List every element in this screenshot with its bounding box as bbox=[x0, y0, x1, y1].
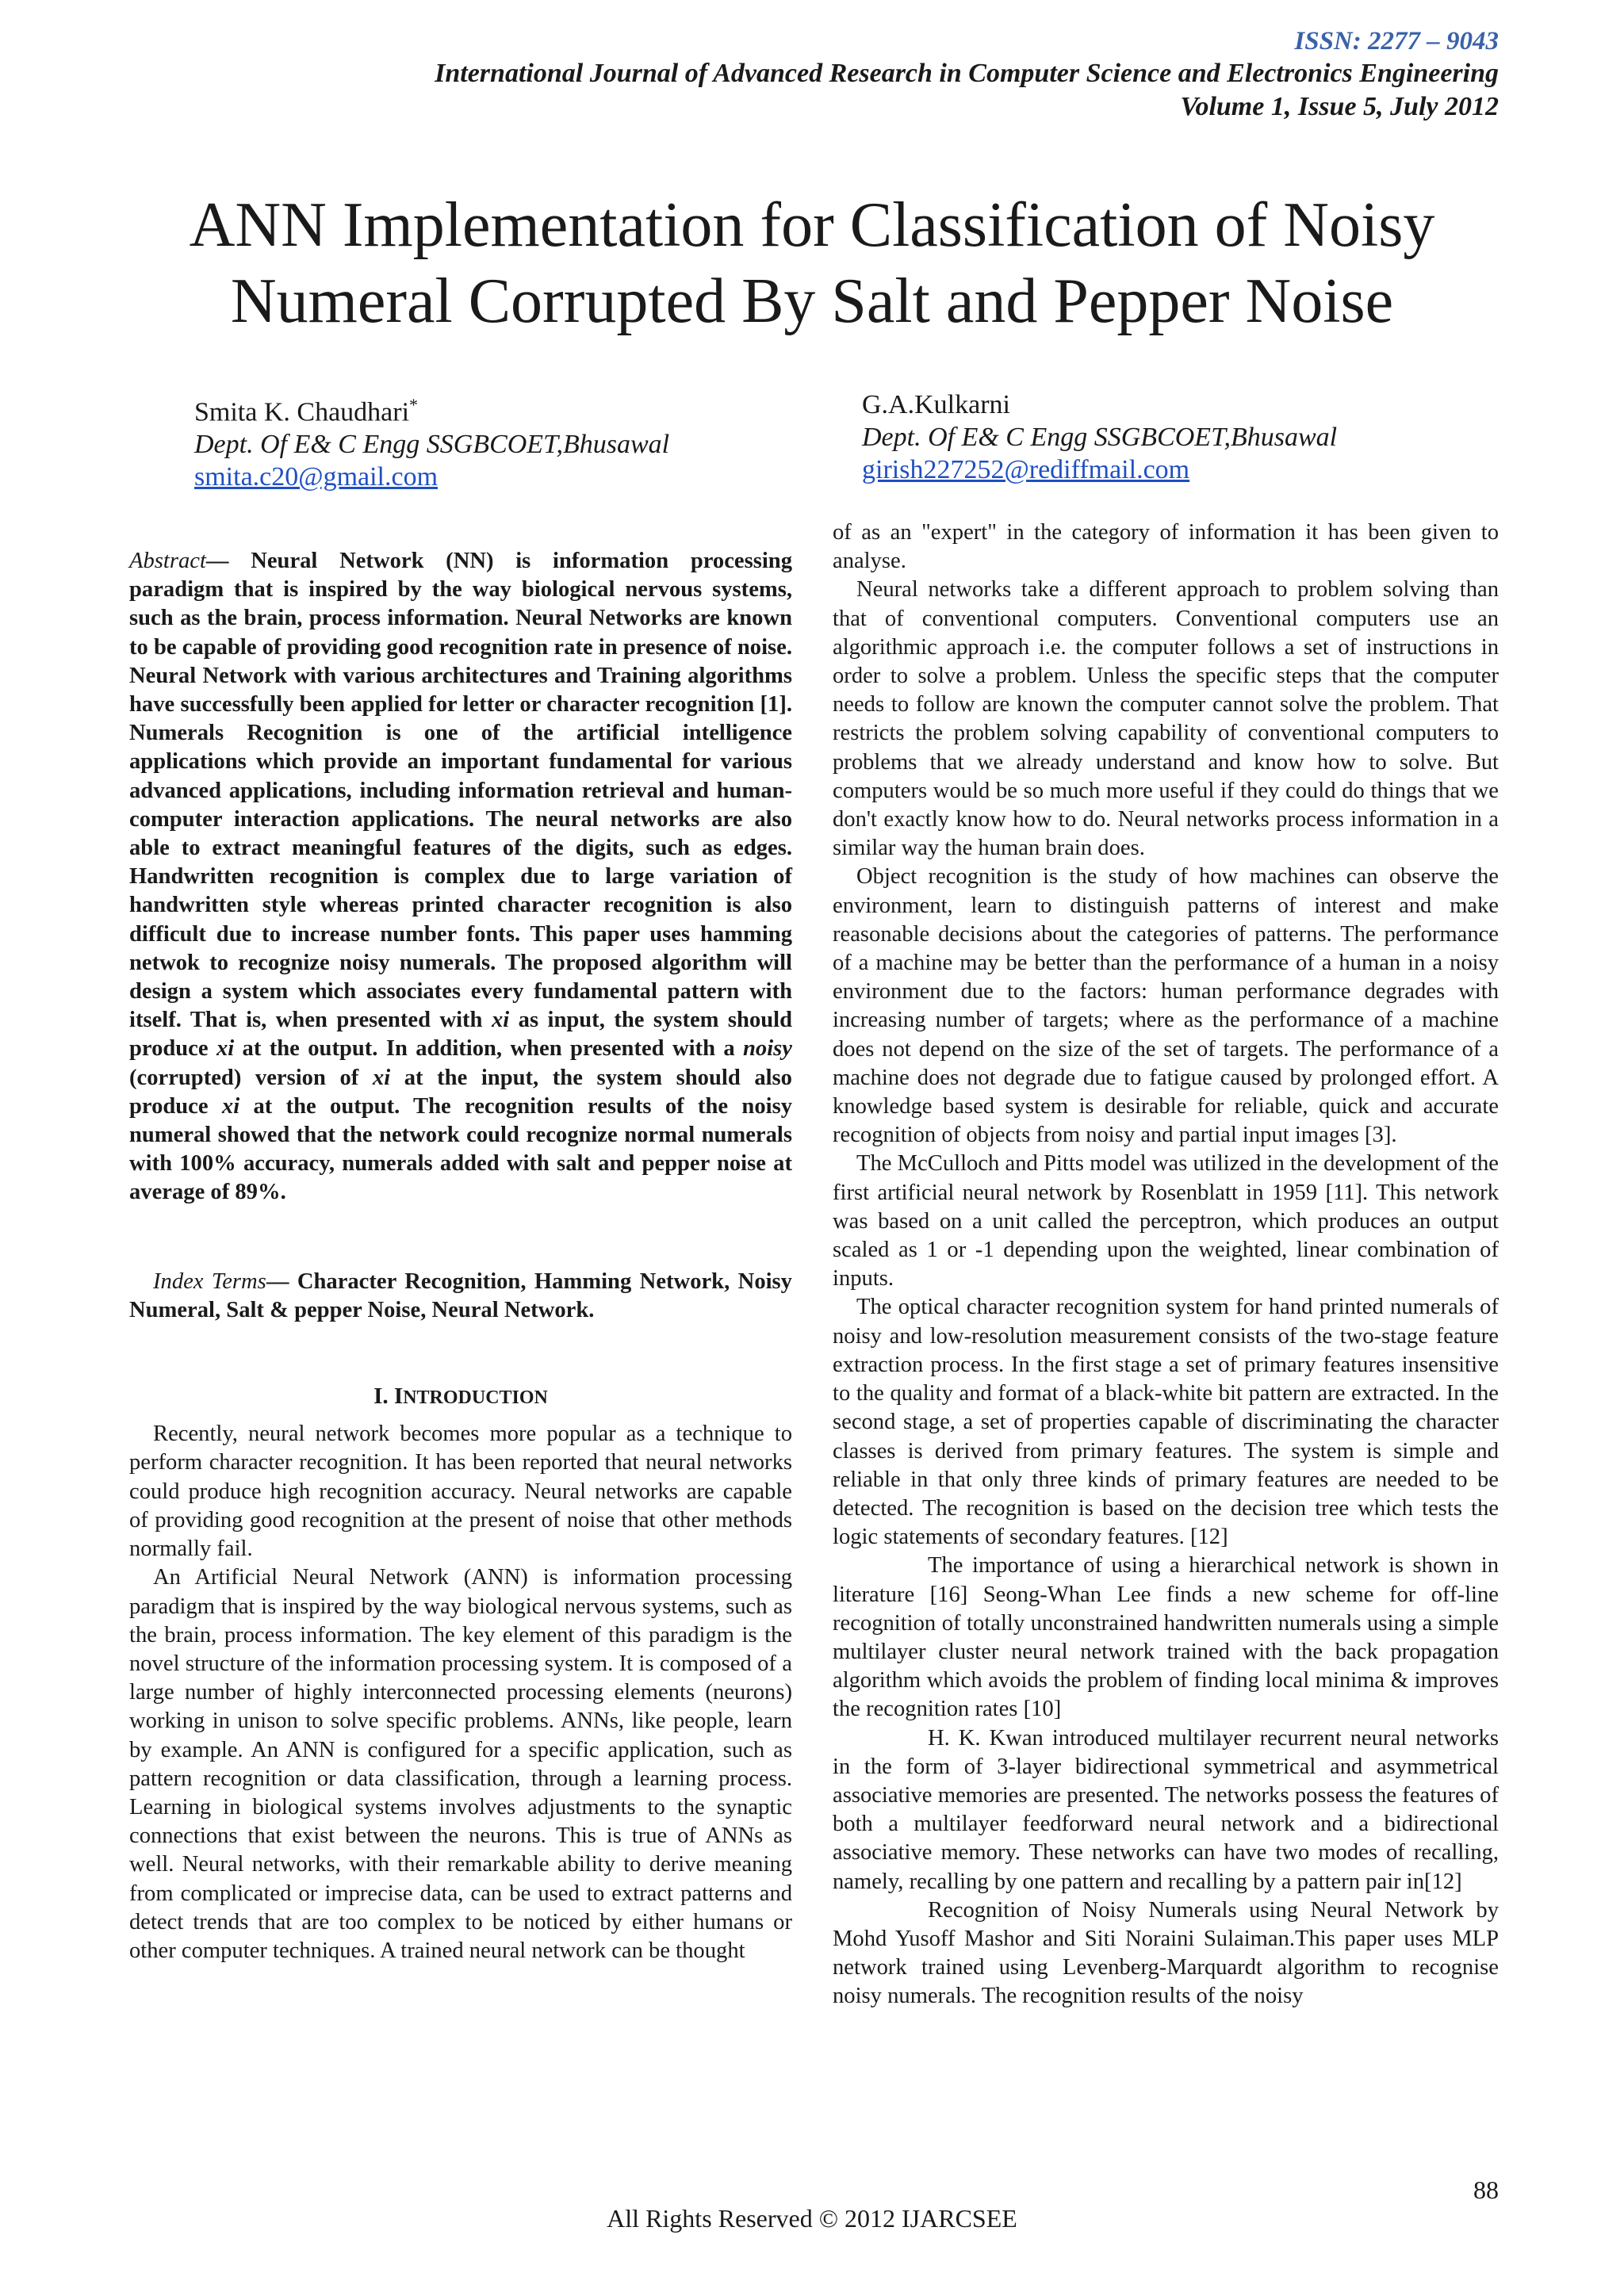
right-paragraph-5: The importance of using a hierarchical network is shown in literature [16] Seong-Whan Lee finds a new scheme for off-line recognition of totally unconstrained handwritten numerals using a simple multilayer cluster neural network trained with the back propagation algorithm which avoids the problem of finding local minima & improves the recognition rates [10] bbox=[833, 1553, 1499, 1722]
right-paragraph-4: The optical character recognition system for hand printed numerals of noisy and low-resolution measurement consists of the two-stage feature extraction process. In the first stage a set of primary features insensitive to the quality and format of a black-white bit pattern are extracted. In the second stage, a set of properties capable of discriminating the character classes is derived from primary features. The system is simple and reliable in that only three kinds of primary features are needed to be detected. The recognition is based on the decision tree which tests the logic statements of secondary features. [12] bbox=[833, 1295, 1499, 1550]
author-name: G.A.Kulkarni bbox=[862, 390, 1010, 419]
right-paragraph-6: H. K. Kwan introduced multilayer recurrent neural networks in the form of 3-layer bidirectional symmetrical and asymmetrical associative memories are presented. The networks possess the features of both a multilayer feedforward neural network and a bidirectional associative memory. These networks can have two modes of recalling, namely, recalling by one pattern and recalling by a pattern pair in[12] bbox=[833, 1725, 1499, 1894]
author-name bbox=[194, 388, 669, 428]
abstract-xi: xi bbox=[491, 1008, 510, 1033]
abstract-noisy: noisy bbox=[743, 1036, 792, 1062]
right-paragraph-2: Object recognition is the study of how machines can observe the environment, learn to distinguish patterns of interest and make reasonable decisions about the categories of patterns. The performance of a machine may be better than the performance of a human in a noisy environment due to the factors: human performance degrades with increasing number of targets; where as the performance of a machine does not depend on the size of the set of targets. The performance of a machine does not degrade due to fatigue caused by prolonged effort. A knowledge based system is desirable for reliable, quick and accurate recognition of objects from noisy and partial input images [3]. bbox=[833, 864, 1499, 1148]
corresponding-mark: * bbox=[409, 395, 419, 415]
abstract-label: Abstract bbox=[129, 549, 206, 573]
title-line-2: Numeral Corrupted By Salt and Pepper Noise bbox=[230, 266, 1394, 336]
abstract-dash: — bbox=[205, 549, 251, 573]
journal-name: International Journal of Advanced Research in Computer Science and Electronics Engineering bbox=[435, 59, 1499, 88]
abstract-text: Neural Network (NN) is information processing paradigm that is inspired by the way biological nervous systems, such as the brain, process information. Neural Networks are known to be capable of providing good recognition rate in presence of noise. Neural Network with various architectures and Training algorithms have successfully been applied for letter or character recognition [1]. Numerals Recognition is one of the artificial intelligence applications which provide an important fundamental for various advanced applications, including information retrieval and human-computer interaction applications. The neural networks are also able to extract meaningful features of the digits, such as edges. Handwritten recognition is complex due to large variation of handwritten style whereas printed character recognition is also difficult due to increase number fonts. This paper uses hamming netwok to recognize noisy numerals. The proposed algorithm will design a system which associates every fundamental pattern with itself. That is, when presented with bbox=[129, 549, 792, 1033]
left-column bbox=[129, 515, 792, 1965]
author-name-text: Smita K. Chaudhari bbox=[194, 397, 410, 427]
author-block-2 bbox=[862, 388, 1337, 486]
issn-header: ISSN: 2277 – 9043 bbox=[1294, 27, 1499, 55]
index-terms-text: Character Recognition, Hamming Network, Noisy Numeral, Salt & pepper Noise, Neural Network. bbox=[129, 1269, 792, 1322]
section-number: I. bbox=[373, 1383, 389, 1410]
abstract-xi: xi bbox=[221, 1093, 240, 1119]
index-terms-dash: — bbox=[266, 1269, 297, 1294]
author-email-link[interactable]: smita.c20@gmail.com bbox=[194, 462, 439, 492]
intro-paragraph-1: Recently, neural network becomes more popular as a technique to perform character recognition. It has been reported that neural networks could produce high recognition accuracy. Neural networks are capable of providing good recognition at the present of noise that other methods normally fail. bbox=[129, 1422, 792, 1562]
author-email-link[interactable]: girish227252@rediffmail.com bbox=[862, 455, 1190, 484]
abstract-text: (corrupted) version of bbox=[129, 1065, 373, 1090]
volume-issue: Volume 1, Issue 5, July 2012 bbox=[1180, 92, 1499, 121]
right-paragraph-3: The McCulloch and Pitts model was utilized in the development of the first artificial neural network by Rosenblatt in 1959 [11]. This network was based on a unit called the perceptron, which produces an output scaled as 1 or -1 depending upon the weighted, linear combination of inputs. bbox=[833, 1151, 1499, 1292]
abstract-xi: xi bbox=[216, 1036, 235, 1062]
index-terms-label: Index Terms bbox=[153, 1269, 266, 1294]
copyright-footer: All Rights Reserved © 2012 IJARCSEE bbox=[607, 2204, 1017, 2233]
author-affiliation: Dept. Of E& C Engg SSGBCOET,Bhusawal bbox=[862, 423, 1338, 452]
paper-title bbox=[95, 187, 1529, 339]
section-title-rest: NTRODUCTION bbox=[403, 1387, 548, 1409]
author-affiliation: Dept. Of E& C Engg SSGBCOET,Bhusawal bbox=[194, 430, 670, 460]
intro-paragraph-2: An Artificial Neural Network (ANN) is information processing paradigm that is inspired by the way biological nervous systems, such as the brain, process information. The key element of this paradigm is the novel structure of the information processing system. It is composed of a large number of highly interconnected processing elements (neurons) working in unison to solve specific problems. ANNs, like people, learn by example. An ANN is configured for a specific application, such as pattern recognition or data classification, through a learning process. Learning in biological systems involves adjustments to the synaptic connections that exist between the neurons. This is true of ANNs as well. Neural networks, with their remarkable ability to derive meaning from complicated or imprecise data, can be used to extract patterns and detect trends that are too complex to be noticed by either humans or other computer techniques. A trained neural network can be thought bbox=[129, 1565, 792, 1963]
page-number: 88 bbox=[1473, 2175, 1499, 2204]
right-column bbox=[833, 519, 1499, 2011]
title-line-1: ANN Implementation for Classification of Noisy bbox=[189, 190, 1435, 260]
abstract-text: at the output. The recognition results of the noisy numeral showed that the network could recognize normal numerals with 100% accuracy, numerals added with salt and pepper noise at average of 89%. bbox=[129, 1093, 792, 1205]
section-heading-introduction bbox=[129, 1382, 792, 1412]
abstract-text: at the input, the system should also produce bbox=[129, 1065, 792, 1119]
abstract-text: as input, the system should produce bbox=[129, 1008, 793, 1062]
index-terms bbox=[129, 1268, 792, 1325]
abstract-text: at the output. In addition, when presented with a bbox=[234, 1036, 744, 1062]
abstract-xi: xi bbox=[372, 1065, 391, 1090]
right-paragraph-1: Neural networks take a different approach to problem solving than that of conventional computers. Conventional computers use an algorithmic approach i.e. the computer follows a set of instructions in order to solve a problem. Unless the specific steps that the computer needs to follow are known the computer cannot solve the problem. That restricts the problem solving capability of conventional computers to problems that we already understand and know how to solve. But computers would be so much more useful if they could do things that we don't exactly know how to do. Neural networks process information in a similar way the human brain does. bbox=[833, 577, 1499, 861]
abstract bbox=[129, 547, 792, 1207]
right-paragraph-continued: of as an "expert" in the category of information it has been given to analyse. bbox=[833, 520, 1499, 574]
author-block-1 bbox=[194, 388, 669, 493]
section-title-initial: I bbox=[393, 1383, 404, 1410]
right-paragraph-7: Recognition of Noisy Numerals using Neural Network by Mohd Yusoff Mashor and Siti Noraini Sulaiman.This paper uses MLP network trained using Levenberg-Marquardt algorithm to recognise noisy numerals. The recognition results of the noisy bbox=[833, 1897, 1499, 2009]
